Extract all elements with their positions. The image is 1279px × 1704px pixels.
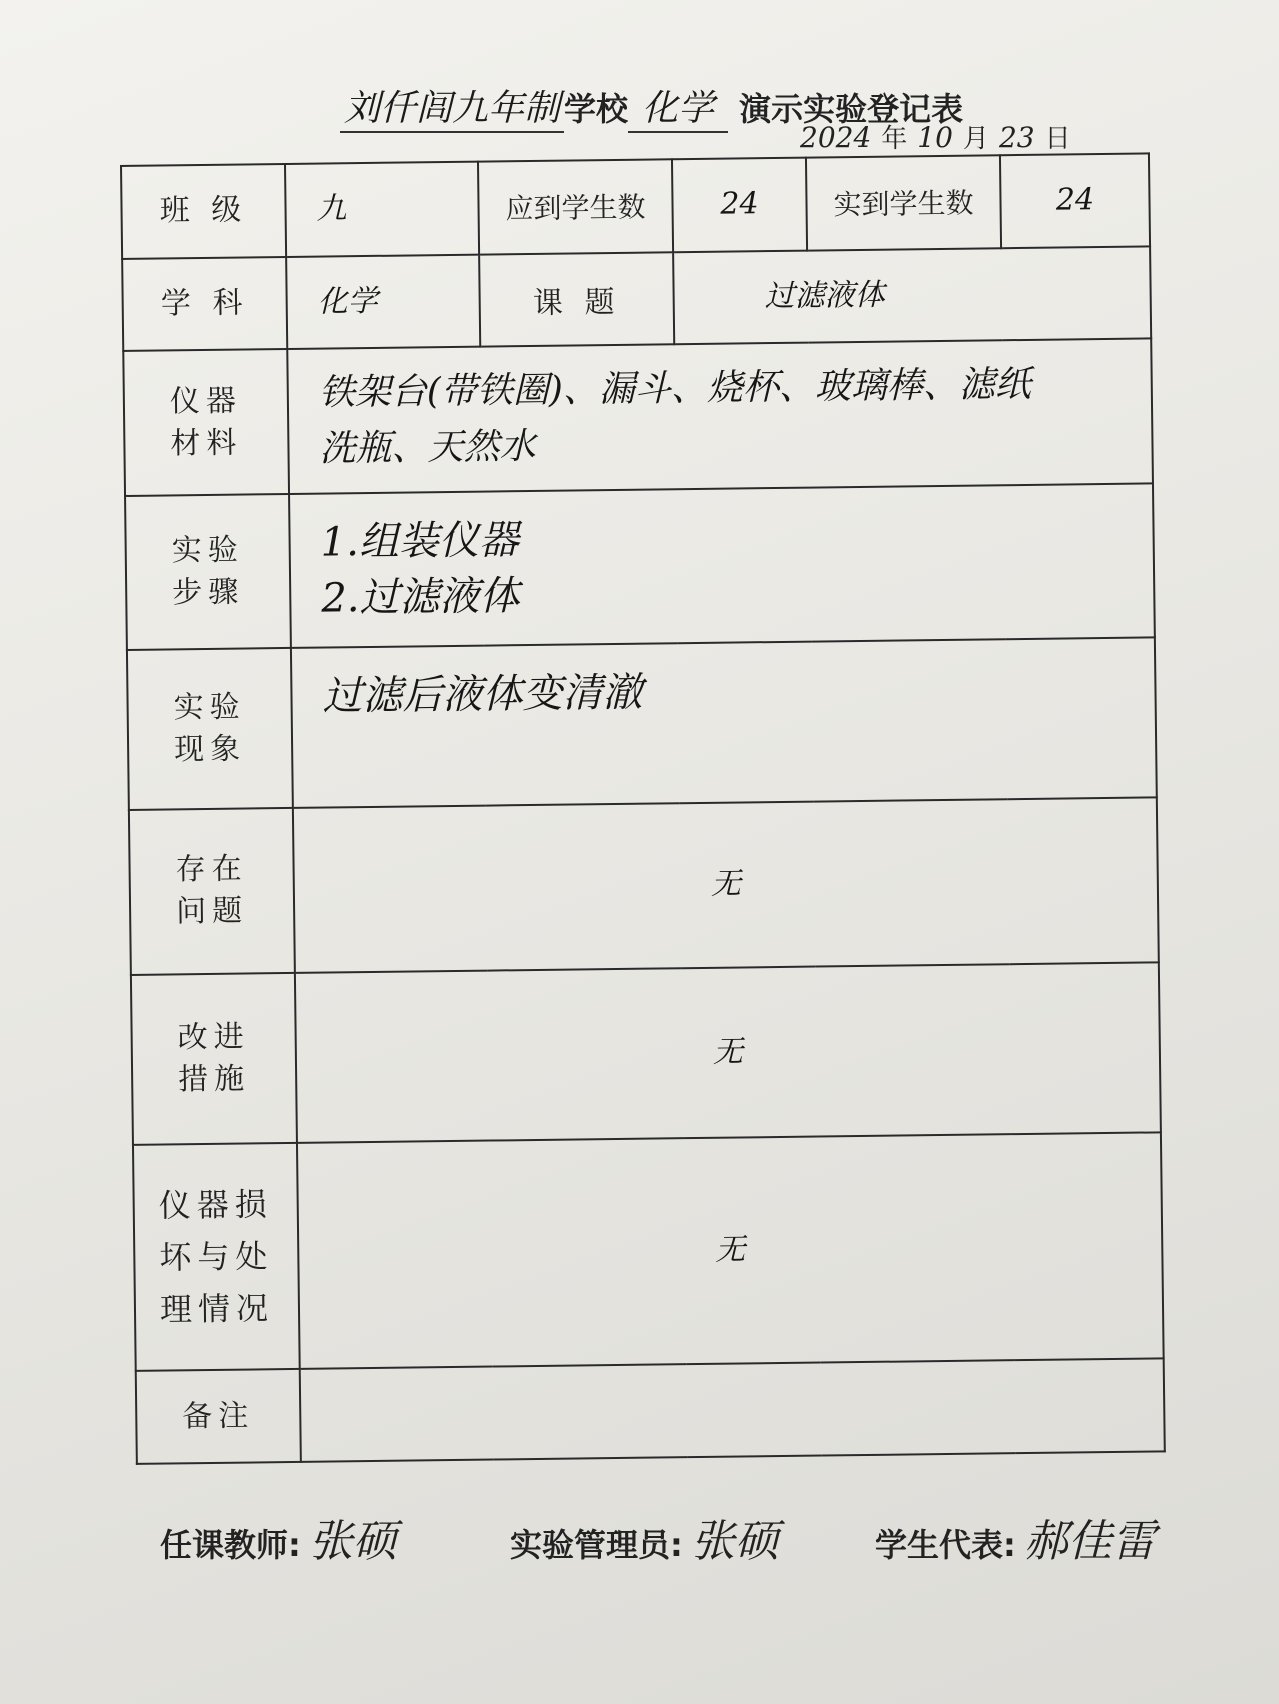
teacher-signature xyxy=(160,1505,397,1569)
improvements-value: 无 xyxy=(295,962,1161,1143)
date-day-label: 日 xyxy=(1044,124,1071,154)
improvements-label-text: 改进措施 xyxy=(177,1019,251,1097)
row-steps xyxy=(125,483,1155,650)
problems-label xyxy=(129,808,295,975)
row-class xyxy=(121,153,1150,258)
actual-label: 实到学生数 xyxy=(806,155,1001,250)
notes-label: 备注 xyxy=(136,1369,301,1464)
expected-label: 应到学生数 xyxy=(478,159,673,254)
date-month-label: 月 xyxy=(962,124,989,154)
subject-label: 学 科 xyxy=(122,257,287,352)
date-year-label: 年 xyxy=(881,124,908,154)
phenomenon-label-text: 实验现象 xyxy=(173,689,247,768)
title-suffix: 演示实验登记表 xyxy=(739,90,964,128)
damage-value: 无 xyxy=(297,1132,1164,1369)
teacher-label: 任课教师: xyxy=(160,1526,301,1564)
school-suffix: 学校 xyxy=(564,90,629,128)
steps-label xyxy=(125,494,291,651)
improvements-label xyxy=(131,973,297,1145)
steps-label-text: 实验步骤 xyxy=(171,532,245,611)
actual-value: 24 xyxy=(1000,153,1150,248)
subject-handwritten: 化学 xyxy=(628,80,728,133)
student-name: 郝佳雷 xyxy=(1023,1516,1156,1567)
equipment-line-1: 铁架台(带铁圈)、漏斗、烧杯、玻璃棒、滤纸 xyxy=(318,363,1032,414)
row-improvements xyxy=(131,962,1161,1145)
phenomenon-value xyxy=(291,638,1157,808)
steps-line-2: 2.过滤液体 xyxy=(321,573,520,622)
admin-name: 张硕 xyxy=(690,1516,779,1567)
equipment-value xyxy=(287,339,1153,494)
class-value: 九 xyxy=(285,162,479,257)
form-date xyxy=(790,118,1070,158)
registration-table xyxy=(120,152,1166,1464)
student-label: 学生代表: xyxy=(875,1526,1016,1564)
topic-value: 过滤液体 xyxy=(673,246,1151,345)
steps-line-1: 1.组装仪器 xyxy=(320,517,520,566)
row-equipment xyxy=(123,339,1153,496)
equipment-label xyxy=(123,349,289,495)
teacher-name: 张硕 xyxy=(308,1516,397,1567)
equipment-label-text: 仪器材料 xyxy=(169,383,243,461)
row-notes xyxy=(136,1359,1165,1464)
topic-label: 课 题 xyxy=(479,252,674,347)
row-damage xyxy=(133,1132,1164,1371)
admin-signature xyxy=(510,1505,779,1569)
notes-value xyxy=(300,1359,1165,1462)
student-signature xyxy=(875,1505,1156,1569)
class-label: 班 级 xyxy=(121,164,286,259)
date-year: 2024 xyxy=(800,121,872,154)
signature-row xyxy=(160,1505,1240,1585)
equipment-line-2: 洗瓶、天然水 xyxy=(319,425,536,470)
row-subject xyxy=(122,246,1151,351)
problems-label-text: 存在问题 xyxy=(175,851,249,930)
date-month: 10 xyxy=(917,121,953,154)
phenomenon-text: 过滤后液体变清澈 xyxy=(322,669,643,720)
row-problems xyxy=(129,797,1159,974)
problems-value: 无 xyxy=(293,797,1159,972)
school-name-handwritten: 刘仟闾九年制 xyxy=(340,80,564,133)
subject-value: 化学 xyxy=(286,254,480,349)
steps-value xyxy=(289,483,1155,648)
date-day: 23 xyxy=(998,121,1035,154)
damage-label xyxy=(133,1143,300,1372)
phenomenon-label xyxy=(127,648,293,810)
damage-label-text: 仪器损坏与处理情况 xyxy=(158,1185,275,1329)
admin-label: 实验管理员: xyxy=(510,1526,683,1564)
expected-value: 24 xyxy=(672,158,807,252)
row-phenomenon xyxy=(127,638,1157,810)
